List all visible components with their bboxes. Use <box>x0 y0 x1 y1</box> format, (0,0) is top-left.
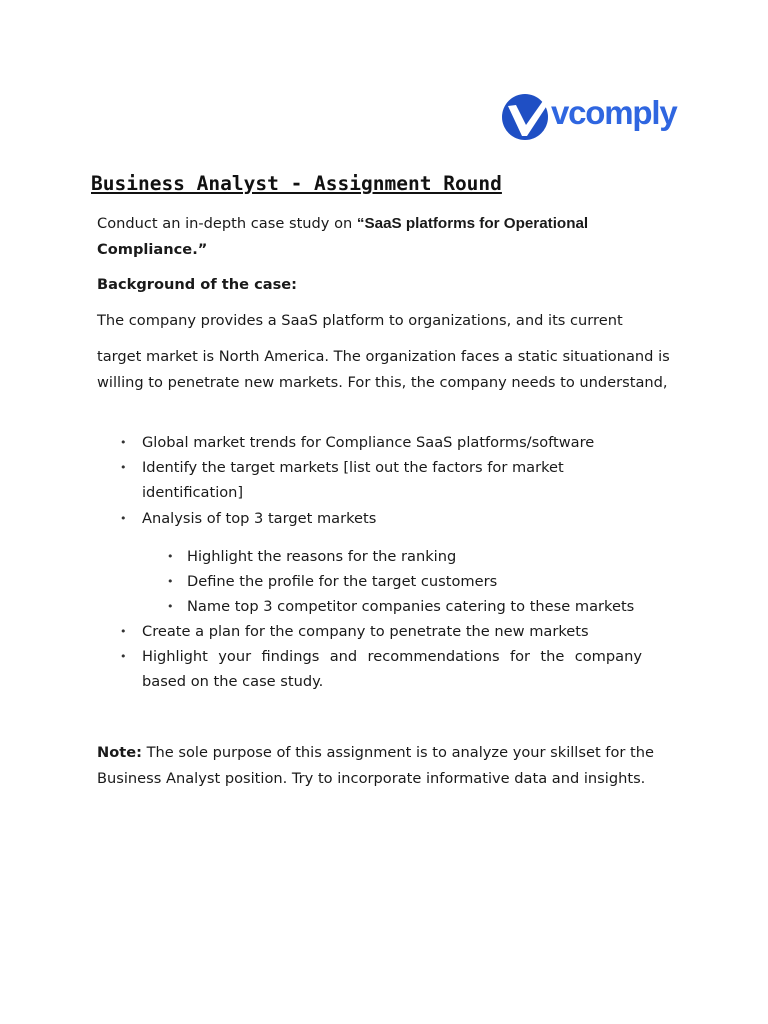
bullet-icon: • <box>120 511 127 525</box>
bullet-icon: • <box>167 600 174 614</box>
list-item-text: Highlight the reasons for the ranking <box>187 548 457 565</box>
paragraph-1: The company provides a SaaS platform to organizations, and its current <box>97 312 623 329</box>
bullet-icon: • <box>120 625 127 638</box>
list-item <box>167 594 657 619</box>
bullet-icon: • <box>167 575 174 589</box>
list-item-text: Define the profile for the target customers <box>187 573 498 591</box>
list-item <box>167 544 657 569</box>
intro-text: Conduct an in-depth case study on <box>97 215 357 232</box>
quote-open: “ <box>356 215 365 232</box>
list-item-text: Create a plan for the company to penetrate the new markets <box>142 623 589 640</box>
logo-wordmark: vcomply <box>551 94 677 131</box>
list-item-text: Highlight your findings and recommendations for the company based on the case study. <box>142 648 642 691</box>
list-item <box>120 430 642 455</box>
paragraph-2: target market is North America. The organization faces a static situationand is willing to penetrate new markets. For this, the company needs to understand, <box>97 348 670 391</box>
list-item-text: Identify the target markets [list out the factors for market identification] <box>142 459 564 502</box>
bullet-icon: • <box>120 436 127 449</box>
list-item <box>167 569 657 594</box>
intro-paragraph <box>97 211 677 262</box>
background-heading: Background of the case: <box>97 276 298 293</box>
note-text: The sole purpose of this assignment is to analyze your skillset for the Business Analyst position. Try to incorporate informative data and insights. <box>97 744 654 787</box>
list-item-text: Analysis of top 3 target markets <box>142 509 377 527</box>
vcomply-check-icon <box>501 92 553 142</box>
list-item-text: Global market trends for Compliance SaaS platforms/software <box>142 434 595 451</box>
note-paragraph <box>97 740 667 791</box>
list-item <box>120 619 642 644</box>
sub-bullet-list <box>167 544 657 620</box>
page-title: Business Analyst - Assignment Round <box>91 172 502 195</box>
case-topic-line2: Compliance <box>97 240 193 258</box>
list-item <box>120 644 642 694</box>
vcomply-logo <box>501 92 681 142</box>
bullet-icon: • <box>120 461 127 475</box>
bullet-icon: • <box>167 550 174 563</box>
note-label: Note: <box>97 744 142 761</box>
bullet-icon: • <box>120 650 127 664</box>
list-item <box>120 455 642 505</box>
case-topic-line1: SaaS platforms for Operational <box>364 215 589 232</box>
list-item <box>120 506 642 531</box>
main-bullet-list-continued <box>120 619 642 695</box>
main-bullet-list <box>120 430 642 531</box>
quote-close: .” <box>192 240 208 258</box>
list-item-text: Name top 3 competitor companies catering to these markets <box>187 598 635 616</box>
